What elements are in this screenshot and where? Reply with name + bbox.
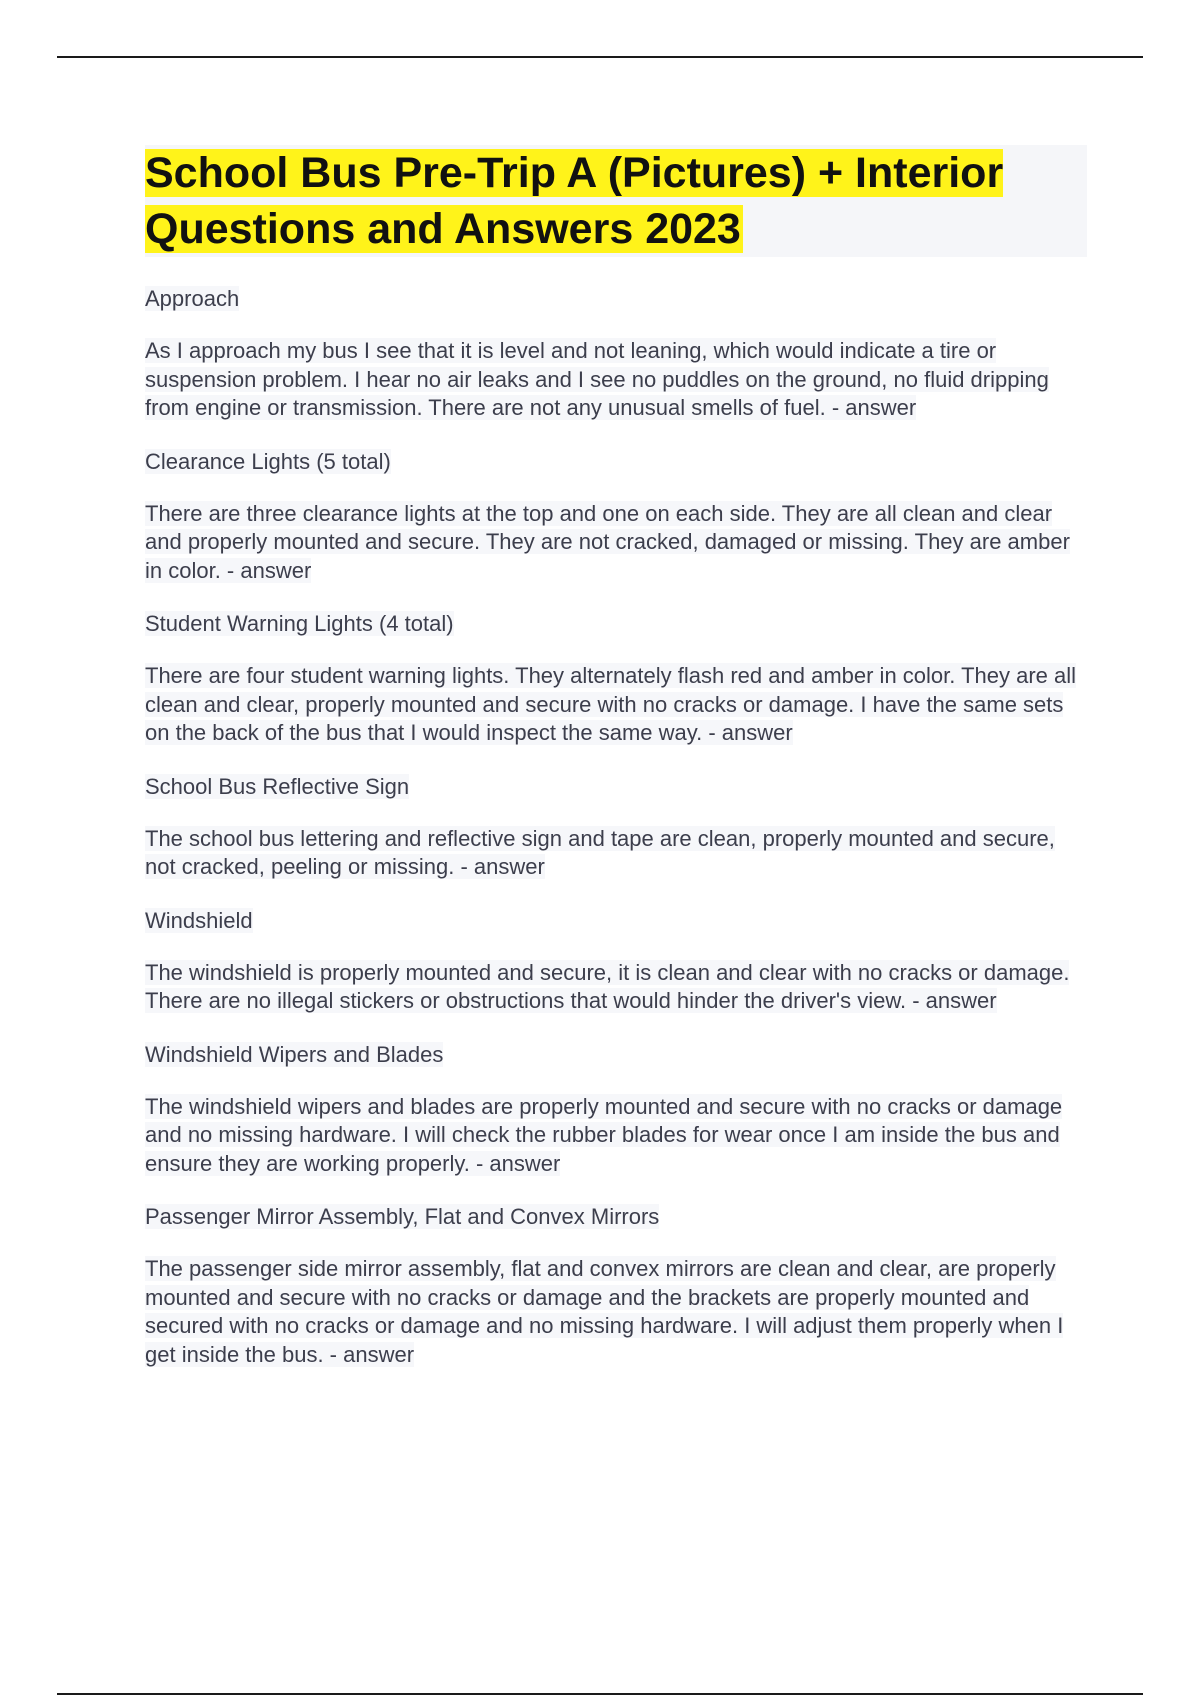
document-page (145, 145, 1087, 1394)
answer: As I approach my bus I see that it is level and not leaning, which would indicate a tire or suspension problem. I hear no air leaks and I see no puddles on the ground, no fluid dripping from engine or transmission. There are not any unusual smells of fuel. - answer (145, 338, 1049, 420)
bottom-rule (57, 1693, 1143, 1695)
title-block (145, 145, 1087, 257)
document-title (145, 145, 1087, 257)
qa-item-student-warning-lights (145, 610, 1087, 748)
question: School Bus Reflective Sign (145, 773, 410, 799)
qa-item-reflective-sign (145, 773, 1087, 882)
question: Windshield (145, 907, 253, 933)
answer: The passenger side mirror assembly, flat and convex mirrors are clean and clear, are properly mounted and secure with no cracks or damage and the brackets are properly mounted and secured with no cracks or damage and no missing hardware. I will adjust them properly when I get inside the bus. - answer (145, 1256, 1064, 1367)
qa-item-approach (145, 285, 1087, 423)
question: Passenger Mirror Assembly, Flat and Convex Mirrors (145, 1204, 660, 1229)
qa-item-windshield (145, 907, 1087, 1016)
answer: There are three clearance lights at the top and one on each side. They are all clean and clear and properly mounted and secure. They are not cracked, damaged or missing. They are amber in color. - answer (145, 500, 1070, 583)
answer: There are four student warning lights. They alternately flash red and amber in color. They are all clean and clear, properly mounted and secure with no cracks or damage. I have the same sets on the back of the bus that I would inspect the same way. - answer (145, 663, 1077, 745)
qa-item-wipers-blades (145, 1041, 1087, 1179)
document-title-text: School Bus Pre-Trip A (Pictures) + Interior Questions and Answers 2023 (145, 149, 1004, 253)
qa-item-clearance-lights (145, 448, 1087, 586)
question: Student Warning Lights (4 total) (145, 611, 454, 636)
top-rule (57, 56, 1143, 58)
question: Approach (145, 286, 240, 311)
question: Windshield Wipers and Blades (145, 1041, 444, 1067)
answer: The school bus lettering and reflective sign and tape are clean, properly mounted and secure, not cracked, peeling or missing. - answer (145, 825, 1055, 879)
qa-item-passenger-mirror (145, 1203, 1087, 1369)
question: Clearance Lights (5 total) (145, 448, 391, 474)
answer: The windshield wipers and blades are properly mounted and secure with no cracks or damage and no missing hardware. I will check the rubber blades for wear once I am inside the bus and ensure they are working properly. - answer (145, 1093, 1063, 1176)
answer: The windshield is properly mounted and secure, it is clean and clear with no cracks or damage. There are no illegal stickers or obstructions that would hinder the driver's view. - answer (145, 959, 1070, 1013)
